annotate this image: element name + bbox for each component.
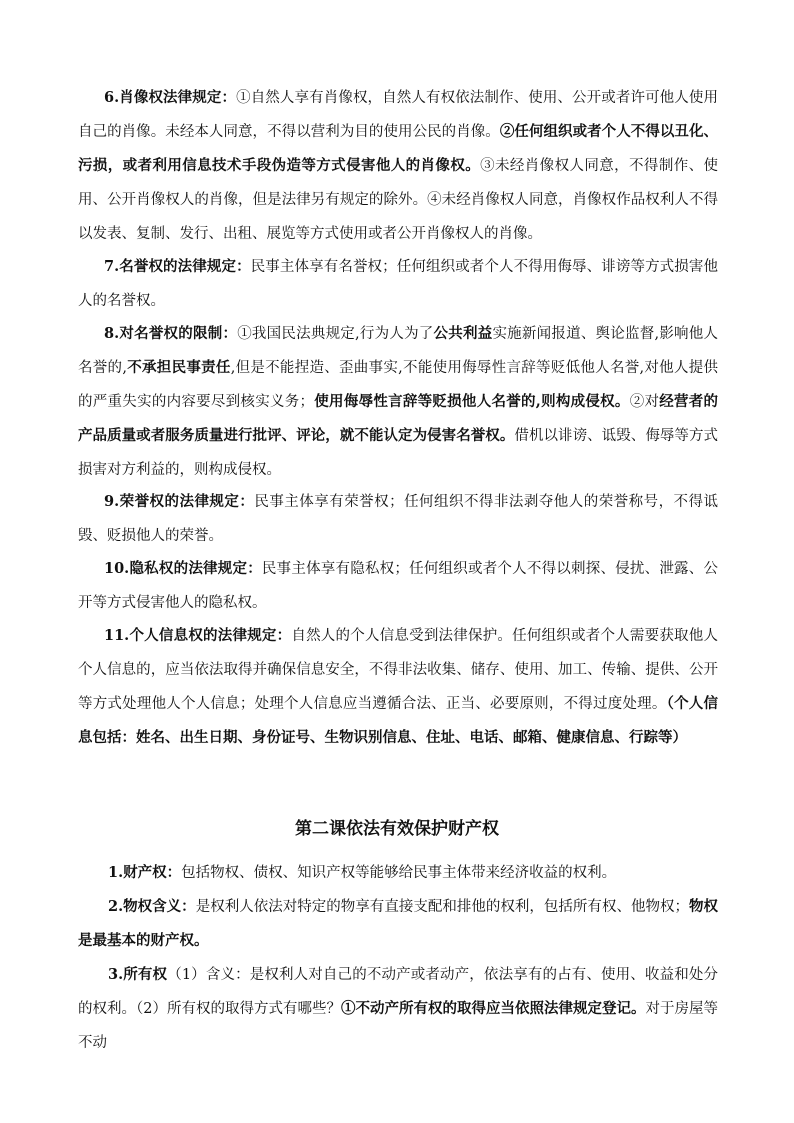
paragraph-reputation-limits bbox=[78, 317, 718, 487]
bold-text: 经营者的产品质量或者服务质量进行批评、评论，就不能认定为侵害名誉权。 bbox=[78, 393, 719, 444]
heading-privacy-right: 10.隐私权的法律规定： bbox=[104, 560, 262, 577]
paragraph-privacy-right bbox=[78, 552, 718, 620]
text: ①自然人享有肖像权，自然人有权依法制作、使用、公开或者许可他人使用自己的肖像。未经本人同意，不得以营利为目的使用公民的肖像。 bbox=[78, 90, 718, 140]
bold-text: ①不动产所有权的取得应当依照法律规定登记。 bbox=[340, 1000, 646, 1017]
text: 借机以诽谤、诋毁、侮辱等方式损害对方利益的，则构成侵权。 bbox=[78, 428, 719, 478]
text: 民事主体享有名誉权；任何组织或者个人不得用侮辱、诽谤等方式损害他人的名誉权。 bbox=[78, 259, 718, 309]
text: 民事主体享有荣誉权；任何组织不得非法剥夺他人的荣誉称号，不得诋毁、贬损他人的荣誉。 bbox=[78, 494, 719, 544]
heading-ownership: 3.所有权 bbox=[108, 966, 168, 983]
bold-text: ②任何组织或者个人不得以丑化、污损，或者利用信息技术手段伪造等方式侵害他人的肖像权。 bbox=[78, 123, 719, 174]
paragraph-real-right bbox=[78, 890, 718, 958]
text: 对于房屋等不动 bbox=[78, 1001, 719, 1051]
text: ①我国民法典规定,行为人为了 bbox=[237, 326, 434, 342]
text: ,但是不能捏造、歪曲事实,不能使用侮辱性言辞等贬低他人名誉,对他人提供的严重失实的内容要尽到核实义务； bbox=[78, 360, 719, 410]
text: ②对 bbox=[629, 394, 660, 410]
paragraph-reputation-right bbox=[78, 250, 718, 318]
heading-honor-right: 9.荣誉权的法律规定： bbox=[104, 493, 255, 510]
heading-portrait-right: 6.肖像权法律规定： bbox=[104, 89, 237, 106]
heading-property-right: 1.财产权： bbox=[108, 864, 182, 881]
text: （1）含义：是权利人对自己的不动产或者动产，依法享有的占有、使用、收益和处分的权利。（2）所有权的取得方式有哪些？ bbox=[78, 967, 718, 1017]
heading-reputation-right: 7.名誉权的法律规定： bbox=[104, 258, 251, 275]
bold-text: 不承担民事责任 bbox=[126, 359, 231, 376]
text: 民事主体享有隐私权；任何组织或者个人不得以刺探、侵扰、泄露、公开等方式侵害他人的隐私权。 bbox=[78, 561, 718, 611]
lesson-title: 第二课依法有效保护财产权 bbox=[295, 819, 499, 839]
paragraph-property-right bbox=[78, 856, 718, 890]
bold-text: 物权是最基本的财产权。 bbox=[78, 898, 719, 949]
text: 自然人的个人信息受到法律保护。任何组织或者个人需要获取他人个人信息的，应当依法取得并确保信息安全，不得非法收集、储存、使用、加工、传输、提供、公开等方式处理他人个人信息；处理个人信息应当遵循合法、正当、必要原则，不得过度处理。 bbox=[78, 628, 718, 712]
heading-real-right: 2.物权含义： bbox=[108, 898, 196, 915]
heading-personal-info-right: 11.个人信息权的法律规定： bbox=[104, 627, 292, 644]
heading-reputation-limits: 8.对名誉权的限制： bbox=[104, 325, 238, 342]
paragraph-personal-info-right bbox=[78, 619, 718, 755]
bold-text: （个人信息包括：姓名、出生日期、身份证号、生物识别信息、住址、电话、邮箱、健康信息、行踪等） bbox=[78, 695, 719, 746]
bold-text: 使用侮辱性言辞等贬损他人名誉的,则构成侵权。 bbox=[314, 393, 630, 410]
paragraph-portrait-right bbox=[78, 81, 718, 251]
text: ③未经肖像权人同意，不得制作、使用、公开肖像权人的肖像，但是法律另有规定的除外。④未经肖像权人同意，肖像权作品权利人不得以发表、复制、发行、出租、展览等方式使用或者公开肖像权人的肖像。 bbox=[78, 158, 719, 242]
text: 实施新闻报道、舆论监督,影响他人名誉的, bbox=[78, 326, 719, 376]
text: 包括物权、债权、知识产权等能够给民事主体带来经济收益的权利。 bbox=[181, 865, 617, 881]
bold-text: 公共利益 bbox=[433, 325, 493, 342]
paragraph-honor-right bbox=[78, 485, 718, 553]
paragraph-ownership bbox=[78, 958, 718, 1060]
text: 是权利人依法对特定的物享有直接支配和排他的权利，包括所有权、他物权； bbox=[195, 899, 689, 915]
